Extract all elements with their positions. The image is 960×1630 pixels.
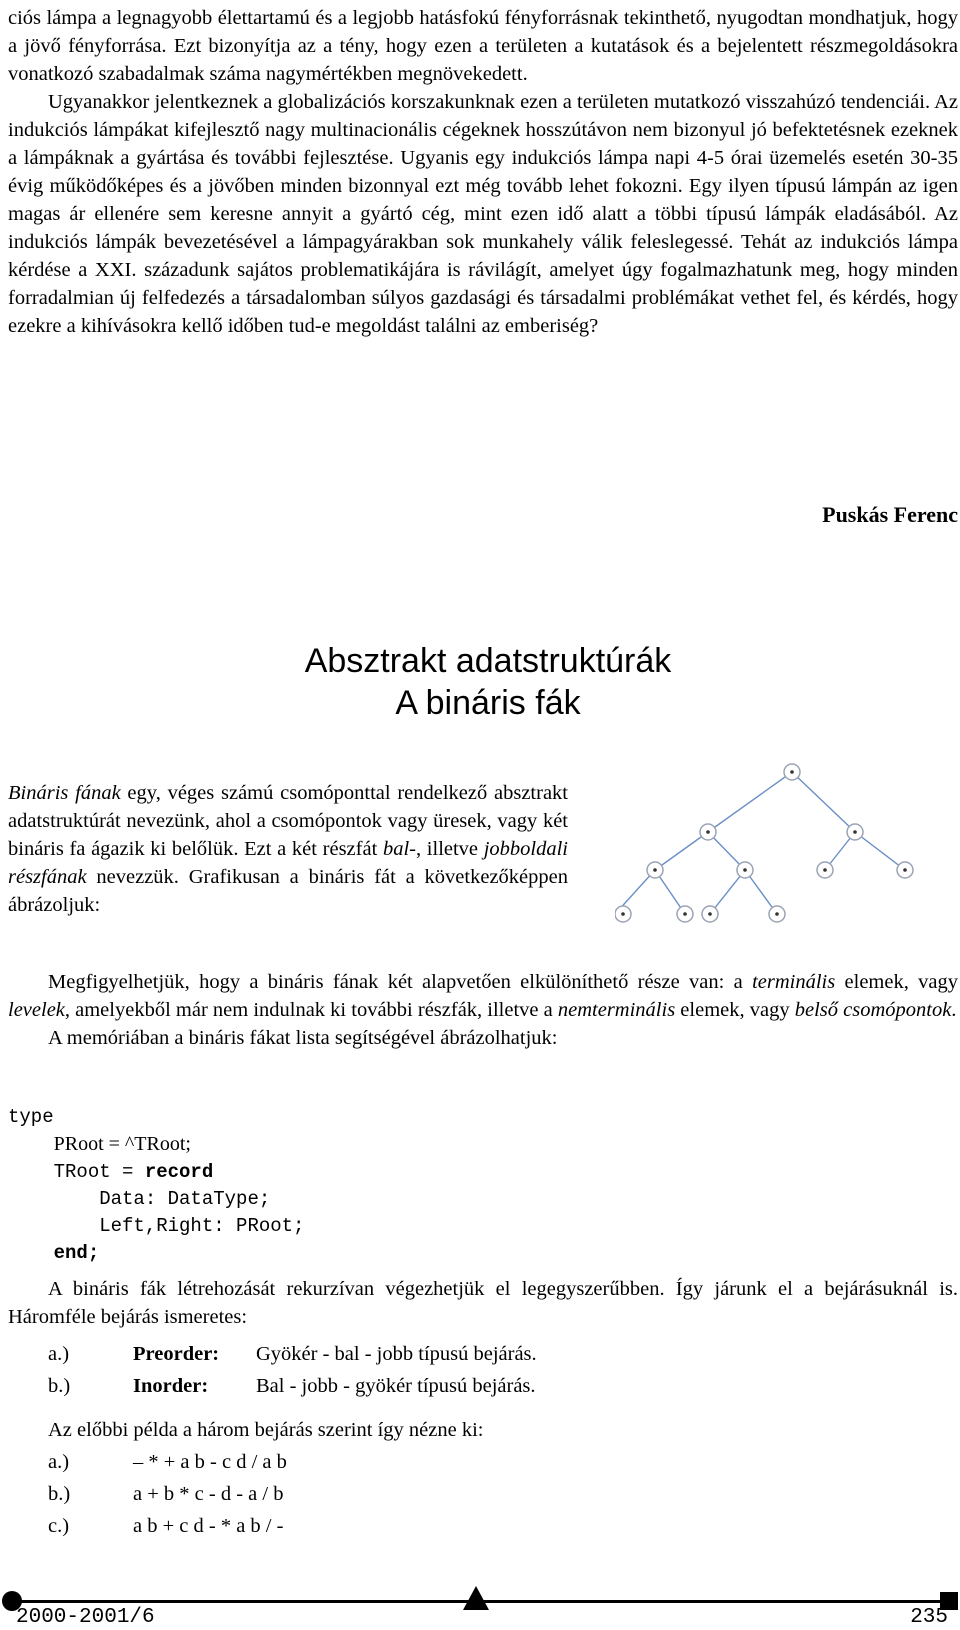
binary-tree-diagram bbox=[615, 758, 955, 928]
author-name: Puskás Ferenc bbox=[822, 502, 958, 527]
paragraph-5: A bináris fák létrehozását rekurzívan végezhetjük el legegyszerűbben. Így járunk el a bejárásuknál is. Háromféle bejárás ismeretes: bbox=[8, 1278, 958, 1328]
bottom-text bbox=[8, 1275, 958, 1331]
list-item: b.) a + b * c - d - a / b bbox=[48, 1483, 284, 1505]
code-keyword-record: record bbox=[144, 1161, 214, 1183]
title-line-1: Absztrakt adatstruktúrák bbox=[304, 642, 672, 680]
intro-paragraph: Bináris fának egy, véges számú csomóponttal rendelkező absztrakt adatstruktúrát nevezünk, ahol a csomópontok vagy üresek, vagy két bináris fa ágazik ki belőlük. Ezt a két részfát bal-, illetve jobboldali részfának nevezzük. Grafikusan a bináris fát a következőképpen ábrázoljuk: bbox=[8, 781, 569, 916]
code-line-5: Left,Right: PRoot; bbox=[99, 1215, 305, 1237]
code-line-1: type bbox=[8, 1106, 54, 1128]
paragraph-6: Az előbbi példa a három bejárás szerint így nézne ki: bbox=[48, 1419, 484, 1441]
list-item: c.) a b + c d - * a b / - bbox=[48, 1515, 284, 1537]
paragraph-2: Ugyanakkor jelentkeznek a globalizációs korszakunknak ezen a területen mutatkozó visszahúzó tendenciái. Az indukciós lámpákat kifejlesztő nagy multinacionális cégeknek hosszútávon nem bizonyul jó befektetésnek ezeknek a lámpáknak a gyártása és további fejlesztése. Ugyanis egy indukciós lámpa napi 4-5 órai üzemelés esetén 30-35 évig működőképes és a jövőben minden bizonnyal ezt még tovább lehet fokozni. Egy ilyen típusú lámpán az igen magas ár ellenére sem keresne annyit a gyártó cég, mint ezen idő alatt a többi típusú lámpák eladásából. Az indukciós lámpák bevezetésével a lámpagyárakban sok munkahely válik feleslegessé. Tehát az indukciós lámpa kérdése a XXI. századunk sajátos problematikájára is rávilágít, amelyet úgy fogalmazhatunk meg, hogy minden forradalmian új felfedezés a társadalomban súlyos gazdasági és társadalmi problémákat vethet fel, és kérdés, hogy ezekre a kihívásokra kellő időben tud-e megoldást találni az emberiség? bbox=[8, 91, 958, 337]
code-line-4: Data: DataType; bbox=[99, 1188, 271, 1210]
article-title bbox=[178, 640, 798, 724]
middle-text bbox=[8, 968, 958, 1052]
example-list bbox=[48, 1446, 287, 1542]
paragraph-4: A memóriában a bináris fákat lista segítségével ábrázolhatjuk: bbox=[48, 1027, 558, 1049]
page-number: 235 bbox=[910, 1606, 948, 1629]
list-item: b.) Inorder: Bal - jobb - gyökér típusú bejárás. bbox=[48, 1375, 536, 1397]
code-line-6: end; bbox=[53, 1242, 100, 1264]
code-block bbox=[8, 1104, 304, 1267]
footer-triangle-icon bbox=[463, 1586, 489, 1610]
issue-number: 2000-2001/6 bbox=[16, 1606, 155, 1629]
list-item: a.) – * + a b - c d / a b bbox=[48, 1451, 287, 1473]
code-line-3a: TRoot = bbox=[53, 1161, 145, 1183]
title-line-2: A bináris fák bbox=[395, 684, 581, 722]
top-text bbox=[8, 4, 958, 340]
code-line-2: PRoot = ^TRoot; bbox=[53, 1133, 191, 1155]
list-item: a.) Preorder: Gyökér - bal - jobb típusú bejárás. bbox=[48, 1343, 537, 1365]
intro-em-1: Bináris fának bbox=[8, 781, 121, 804]
paragraph-1: ciós lámpa a legnagyobb élettartamú és a legjobb hatásfokú fényforrásnak tekinthető, nyugodtan mondhatjuk, hogy a jövő fényforrása. Ezt bizonyítja az a tény, hogy ezen a területen a kutatások és a bejelentett részmegoldásokra vonatkozó szabadalmak száma nagymértékben megnövekedett. bbox=[8, 7, 958, 85]
traversal-list bbox=[48, 1338, 537, 1402]
paragraph-3: Megfigyelhetjük, hogy a bináris fának két alapvetően elkülöníthető része van: a terminális elemek, vagy levelek, amelyekből már nem indulnak ki további részfák, illetve a nemterminális elemek, vagy belső csomópontok. bbox=[8, 971, 958, 1021]
